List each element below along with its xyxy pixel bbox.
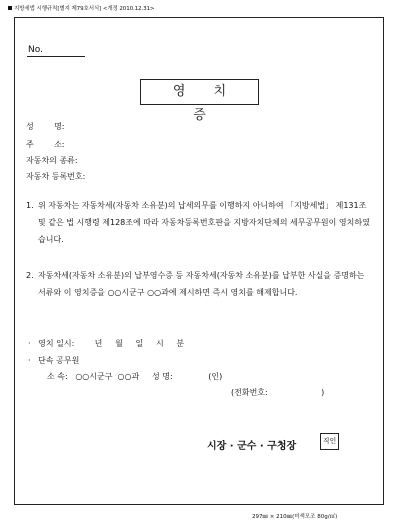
paragraph-2-number: 2. xyxy=(26,271,34,280)
number-underline xyxy=(27,56,85,57)
form-title: 영 치 증 xyxy=(140,79,259,105)
official-affiliation: 소 속: ○○시군구 ○○과 성 명: (인) xyxy=(47,372,223,381)
paragraph-1 xyxy=(26,197,372,244)
field-vehicle-type-label: 자동차의 종류: xyxy=(26,156,78,165)
official-phone: (전화번호: ) xyxy=(231,388,325,397)
number-label: No. xyxy=(28,45,43,55)
field-name xyxy=(26,121,65,132)
field-registration-number xyxy=(26,171,85,182)
issuer-signature: 시장 · 군수 · 구청장 xyxy=(207,441,297,452)
form-header xyxy=(8,4,154,12)
paragraph-2-text: 자동차세(자동차 소유분)의 납부영수증 등 자동차세(자동차 소유분)를 납부한 사실을 증명하는 서류와 이 영치증을 ○○시군구 ○○과에 제시하면 즉시 영치를 해제합니다. xyxy=(38,271,365,297)
form-header-text: 지방세법 시행규칙[별지 제79호서식] <개정 2010.12.31> xyxy=(14,6,155,12)
field-address xyxy=(26,139,65,150)
field-address-label: 주 소: xyxy=(26,140,65,149)
field-vehicle-type xyxy=(26,155,78,166)
enforcement-official: · 단속 공무원 xyxy=(28,356,80,365)
paper-spec: 297㎜ × 210㎜(미색모조 80g/㎡) xyxy=(252,514,338,520)
paragraph-2 xyxy=(26,267,372,297)
seizure-datetime: · 영치 일시: 년 월 일 시 분 xyxy=(28,339,185,348)
paragraph-1-text: 위 자동차는 자동차세(자동차 소유분)의 납세의무를 이행하지 아니하여 「지방세법」 제131조 및 같은 법 시행령 제128조에 따라 자동차등록번호판을 지방자치단체의 세무공무원이 영치하였습니다. xyxy=(38,201,370,244)
official-seal: 직인 xyxy=(320,433,339,450)
square-bullet-icon xyxy=(8,6,12,10)
field-registration-number-label: 자동차 등록번호: xyxy=(26,172,86,181)
field-name-label: 성 명: xyxy=(26,122,65,131)
certificate-form xyxy=(14,17,384,505)
paragraph-1-number: 1. xyxy=(26,201,34,210)
